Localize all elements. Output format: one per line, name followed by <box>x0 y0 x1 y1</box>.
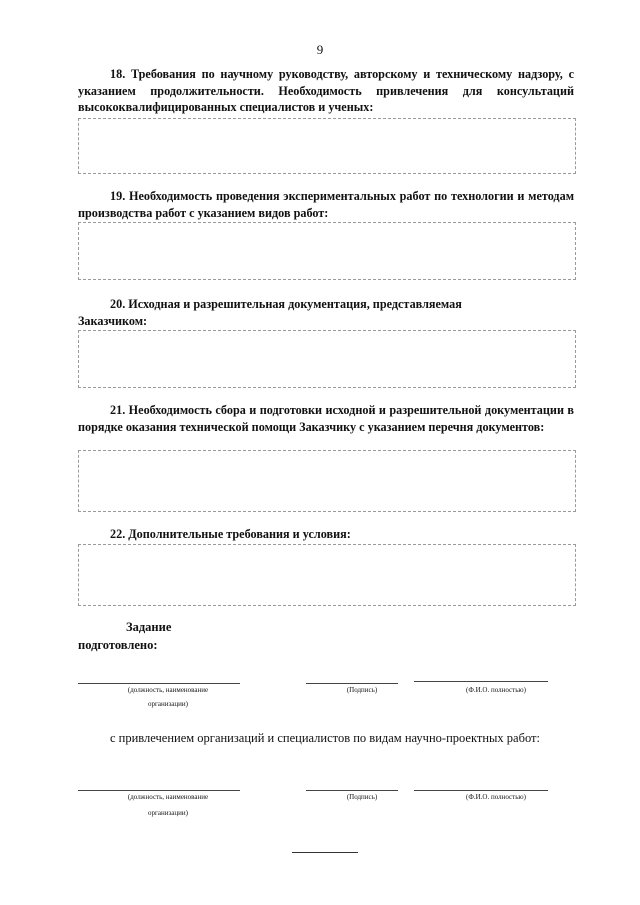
position-line-1[interactable] <box>78 683 240 684</box>
position-label-2b: организации) <box>148 809 188 817</box>
fio-line-1[interactable] <box>414 681 548 682</box>
section-18-field[interactable] <box>78 118 576 174</box>
signature-line-2[interactable] <box>306 790 398 791</box>
fio-label-1: (Ф.И.О. полностью) <box>466 686 526 694</box>
position-line-2[interactable] <box>78 790 240 791</box>
prepared-title-line1: Задание <box>126 620 172 634</box>
page-number: 9 <box>316 42 324 57</box>
footer-rule <box>292 852 358 853</box>
fio-line-2[interactable] <box>414 790 548 791</box>
signature-label-2: (Подпись) <box>346 793 378 801</box>
section-22-heading: 22. Дополнительные требования и условия: <box>110 527 351 541</box>
signature-line-1[interactable] <box>306 683 398 684</box>
section-22-field[interactable] <box>78 544 576 606</box>
section-19-heading: 19. Необходимость проведения экспериментальных работ по технологии и методам производства работ с указанием видов работ: <box>78 189 574 220</box>
signature-label-1: (Подпись) <box>346 686 378 694</box>
section-19-field[interactable] <box>78 222 576 280</box>
section-20-heading: 20. Исходная и разрешительная документация, представляемая Заказчиком: <box>78 297 462 328</box>
prepared-title-line2: подготовлено: <box>78 638 158 652</box>
section-18-heading: 18. Требования по научному руководству, авторскому и техническому надзору, с указанием продолжительности. Необходимость привлечения для консультаций высококвалифицированных специалистов и ученых: <box>78 67 574 114</box>
involvement-text: с привлечением организаций и специалистов по видам научно-проектных работ: <box>110 731 540 745</box>
section-21-heading: 21. Необходимость сбора и подготовки исходной и разрешительной документации в порядке оказания технической помощи Заказчику с указанием перечня документов: <box>78 403 574 434</box>
section-21-field[interactable] <box>78 450 576 512</box>
section-20-field[interactable] <box>78 330 576 388</box>
position-label-2a: (должность, наименование <box>127 793 209 801</box>
position-label-1a: (должность, наименование <box>127 686 209 694</box>
position-label-1b: организации) <box>148 700 188 708</box>
fio-label-2: (Ф.И.О. полностью) <box>466 793 526 801</box>
